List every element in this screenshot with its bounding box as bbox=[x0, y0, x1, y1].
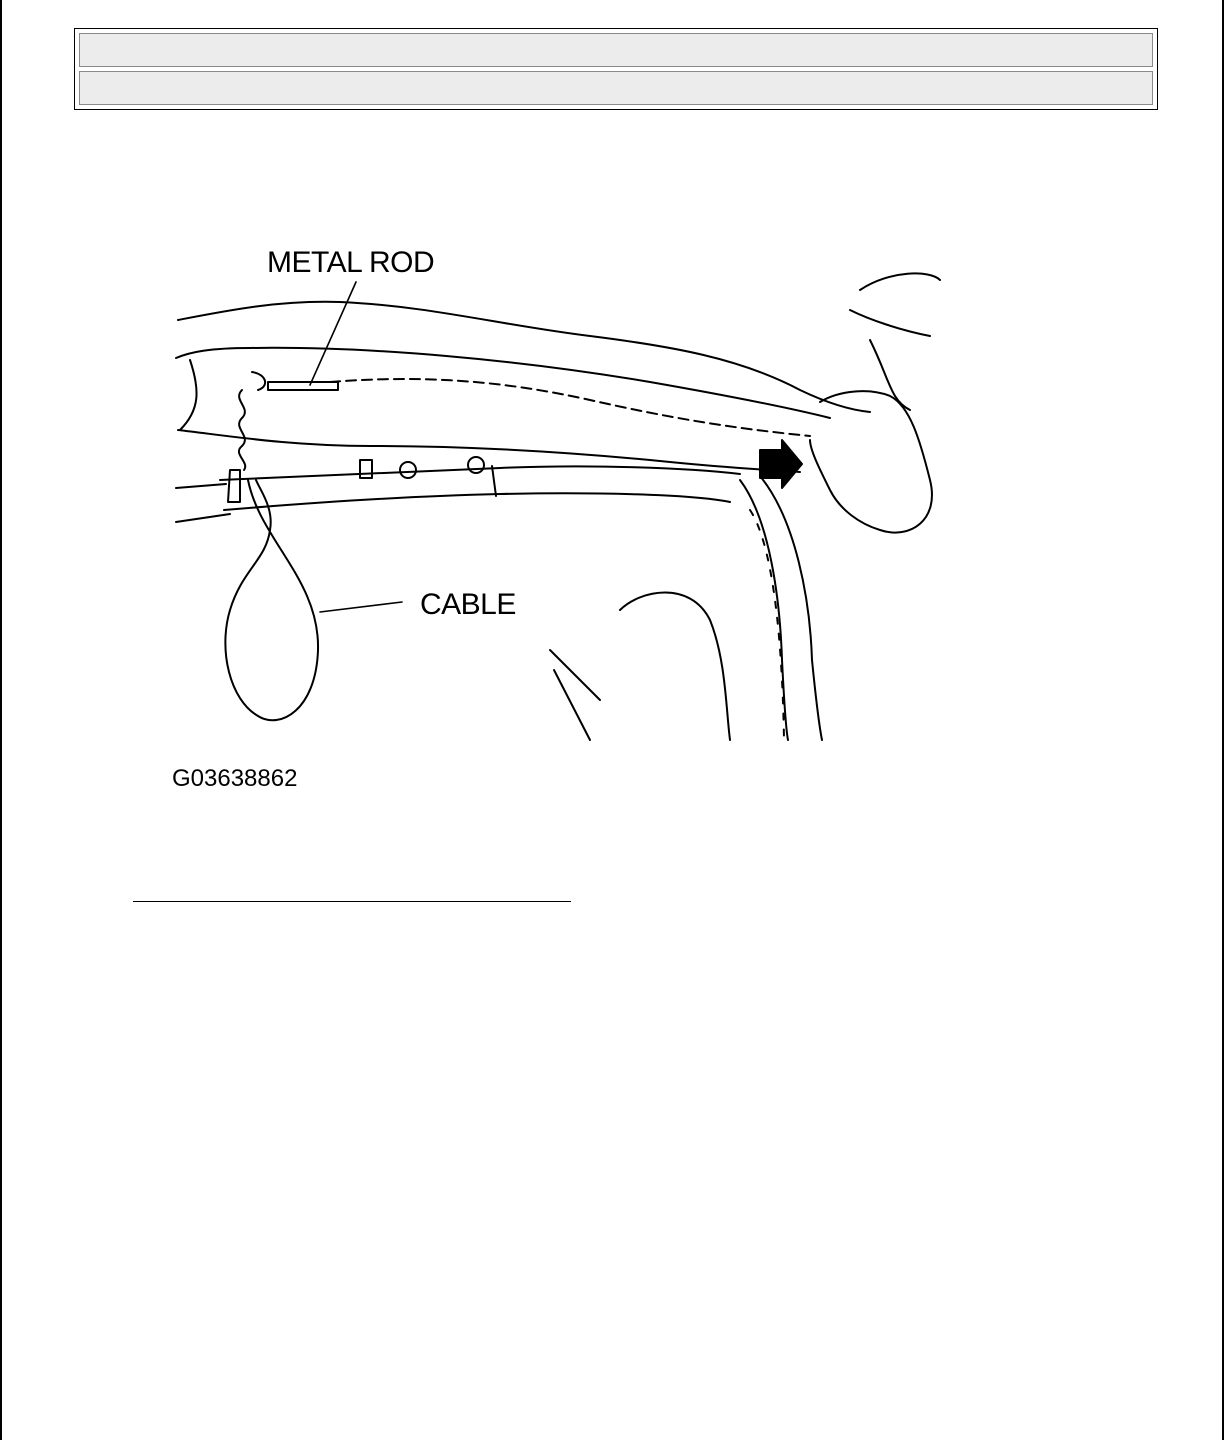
header-table bbox=[74, 28, 1158, 110]
metal-rod-shape bbox=[268, 382, 338, 390]
header-row-2 bbox=[79, 71, 1153, 105]
header-row-1 bbox=[79, 33, 1153, 67]
rail-joint bbox=[492, 466, 496, 496]
headliner-lower-edge bbox=[178, 430, 800, 472]
left-rail-lines bbox=[176, 484, 230, 522]
cable-pointer bbox=[320, 602, 402, 612]
rail-fastener-2 bbox=[468, 457, 484, 473]
metal-rod-pointer bbox=[310, 282, 356, 385]
technical-illustration bbox=[170, 240, 950, 750]
seat-side bbox=[550, 650, 600, 740]
hand bbox=[810, 391, 932, 532]
roof-rail-top bbox=[220, 466, 740, 480]
fastener-detail bbox=[360, 460, 372, 478]
seat-back bbox=[620, 593, 730, 741]
callout-metal-rod: METAL ROD bbox=[267, 246, 435, 279]
cable-clip bbox=[239, 390, 245, 470]
rail-bracket bbox=[228, 470, 240, 502]
headliner-fold bbox=[180, 360, 197, 430]
callout-cable: CABLE bbox=[420, 588, 516, 621]
figure-id: G03638862 bbox=[172, 765, 298, 792]
separator-rule bbox=[133, 901, 571, 902]
pillar-outer bbox=[740, 480, 788, 740]
arm-lines bbox=[850, 273, 940, 410]
direction-arrow bbox=[760, 440, 802, 488]
pillar-inner bbox=[760, 476, 822, 740]
rail-fastener-1 bbox=[400, 462, 416, 478]
roof-rail-bottom bbox=[224, 493, 730, 510]
cable-loop bbox=[225, 480, 318, 720]
headliner-outline bbox=[178, 302, 870, 412]
cable-route-dashed bbox=[330, 379, 810, 436]
cable-hook bbox=[252, 372, 265, 390]
